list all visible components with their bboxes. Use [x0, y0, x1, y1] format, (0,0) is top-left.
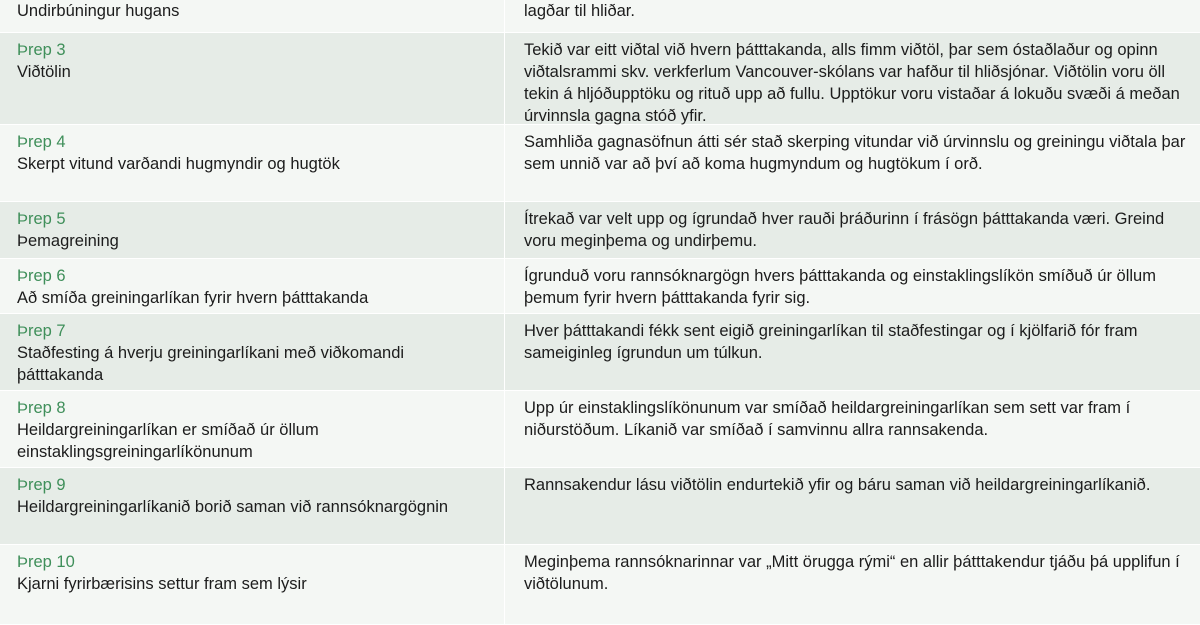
step-number: Þrep 10: [17, 553, 75, 571]
table-row: [0, 545, 1200, 625]
description-cell: [505, 33, 1200, 124]
step-title: Skerpt vitund varðandi hugmyndir og hugtök: [17, 155, 340, 173]
step-description: Ítrekað var velt upp og ígrundað hver rauði þráðurinn í frásögn þátttakanda væri. Greind voru meginþema og undirþemu.: [524, 210, 1165, 250]
step-title: Viðtölin: [17, 63, 71, 81]
step-title: Staðfesting á hverju greiningarlíkani með viðkomandi þátttakanda: [17, 344, 405, 384]
table-row: [0, 468, 1200, 545]
step-number: Þrep 4: [17, 133, 66, 151]
table-row: [0, 202, 1200, 259]
step-description: Samhliða gagnasöfnun átti sér stað skerping vitundar við úrvinnslu og greiningu viðtala þar sem unnið var að því að koma hugmyndum og hugtökum í orð.: [524, 133, 1186, 173]
description-cell: [505, 0, 1200, 32]
step-cell: [0, 314, 505, 390]
table-row: [0, 314, 1200, 391]
step-cell: [0, 391, 505, 467]
step-number: Þrep 6: [17, 267, 66, 285]
step-cell: [0, 0, 505, 32]
step-title: Heildargreiningarlíkanið borið saman við rannsóknargögnin: [17, 498, 449, 516]
step-number: Þrep 3: [17, 41, 66, 59]
step-description: Upp úr einstaklingslíkönunum var smíðað heildargreiningarlíkan sem sett var fram í niðurstöðum. Líkanið var smíðað í samvinnu allra rannsakenda.: [524, 399, 1131, 439]
table-row: [0, 0, 1200, 33]
step-title: Kjarni fyrirbærisins settur fram sem lýsir: [17, 575, 307, 593]
description-cell: [505, 259, 1200, 313]
table-row: [0, 391, 1200, 468]
description-cell: [505, 391, 1200, 467]
step-title: Þemagreining: [17, 232, 119, 250]
step-description: lagðar til hliðar.: [524, 2, 635, 20]
step-number: Þrep 9: [17, 476, 66, 494]
step-number: Þrep 5: [17, 210, 66, 228]
step-cell: [0, 259, 505, 313]
step-cell: [0, 33, 505, 124]
step-number: Þrep 8: [17, 399, 66, 417]
step-title: Að smíða greiningarlíkan fyrir hvern þátttakanda: [17, 289, 369, 307]
step-description: Rannsakendur lásu viðtölin endurtekið yfir og báru saman við heildargreiningarlíkanið.: [524, 476, 1151, 494]
step-title: Undirbúningur hugans: [17, 2, 180, 20]
step-cell: [0, 125, 505, 201]
step-title: Heildargreiningarlíkan er smíðað úr öllum einstaklingsgreiningarlíkönunum: [17, 421, 319, 461]
step-cell: [0, 468, 505, 544]
table-row: [0, 125, 1200, 202]
description-cell: [505, 125, 1200, 201]
description-cell: [505, 202, 1200, 258]
description-cell: [505, 468, 1200, 544]
table-row: [0, 259, 1200, 314]
step-cell: [0, 202, 505, 258]
step-number: Þrep 7: [17, 322, 66, 340]
step-cell: [0, 545, 505, 624]
step-description: Tekið var eitt viðtal við hvern þátttakanda, alls fimm viðtöl, þar sem óstaðlaður og opinn viðtalsrammi skv. verkferlum Vancouver-skólans var hafður til hliðsjónar. Viðtölin voru öll tekin á hljóðupptöku og rituð upp að fullu. Upptökur voru vistaðar á lokuðu svæði á meðan úrvinnsla gagna stóð yfir.: [524, 41, 1180, 125]
description-cell: [505, 545, 1200, 624]
table-row: [0, 33, 1200, 125]
description-cell: [505, 314, 1200, 390]
step-description: Hver þátttakandi fékk sent eigið greiningarlíkan til staðfestingar og í kjölfarið fór fram sameiginleg ígrundun um túlkun.: [524, 322, 1138, 362]
step-description: Meginþema rannsóknarinnar var „Mitt örugga rými“ en allir þátttakendur tjáðu þá upplifun í viðtölunum.: [524, 553, 1180, 593]
step-description: Ígrunduð voru rannsóknargögn hvers þátttakanda og einstaklingslíkön smíðuð úr öllum þemum fyrir hvern þátttakanda fyrir sig.: [524, 267, 1156, 307]
